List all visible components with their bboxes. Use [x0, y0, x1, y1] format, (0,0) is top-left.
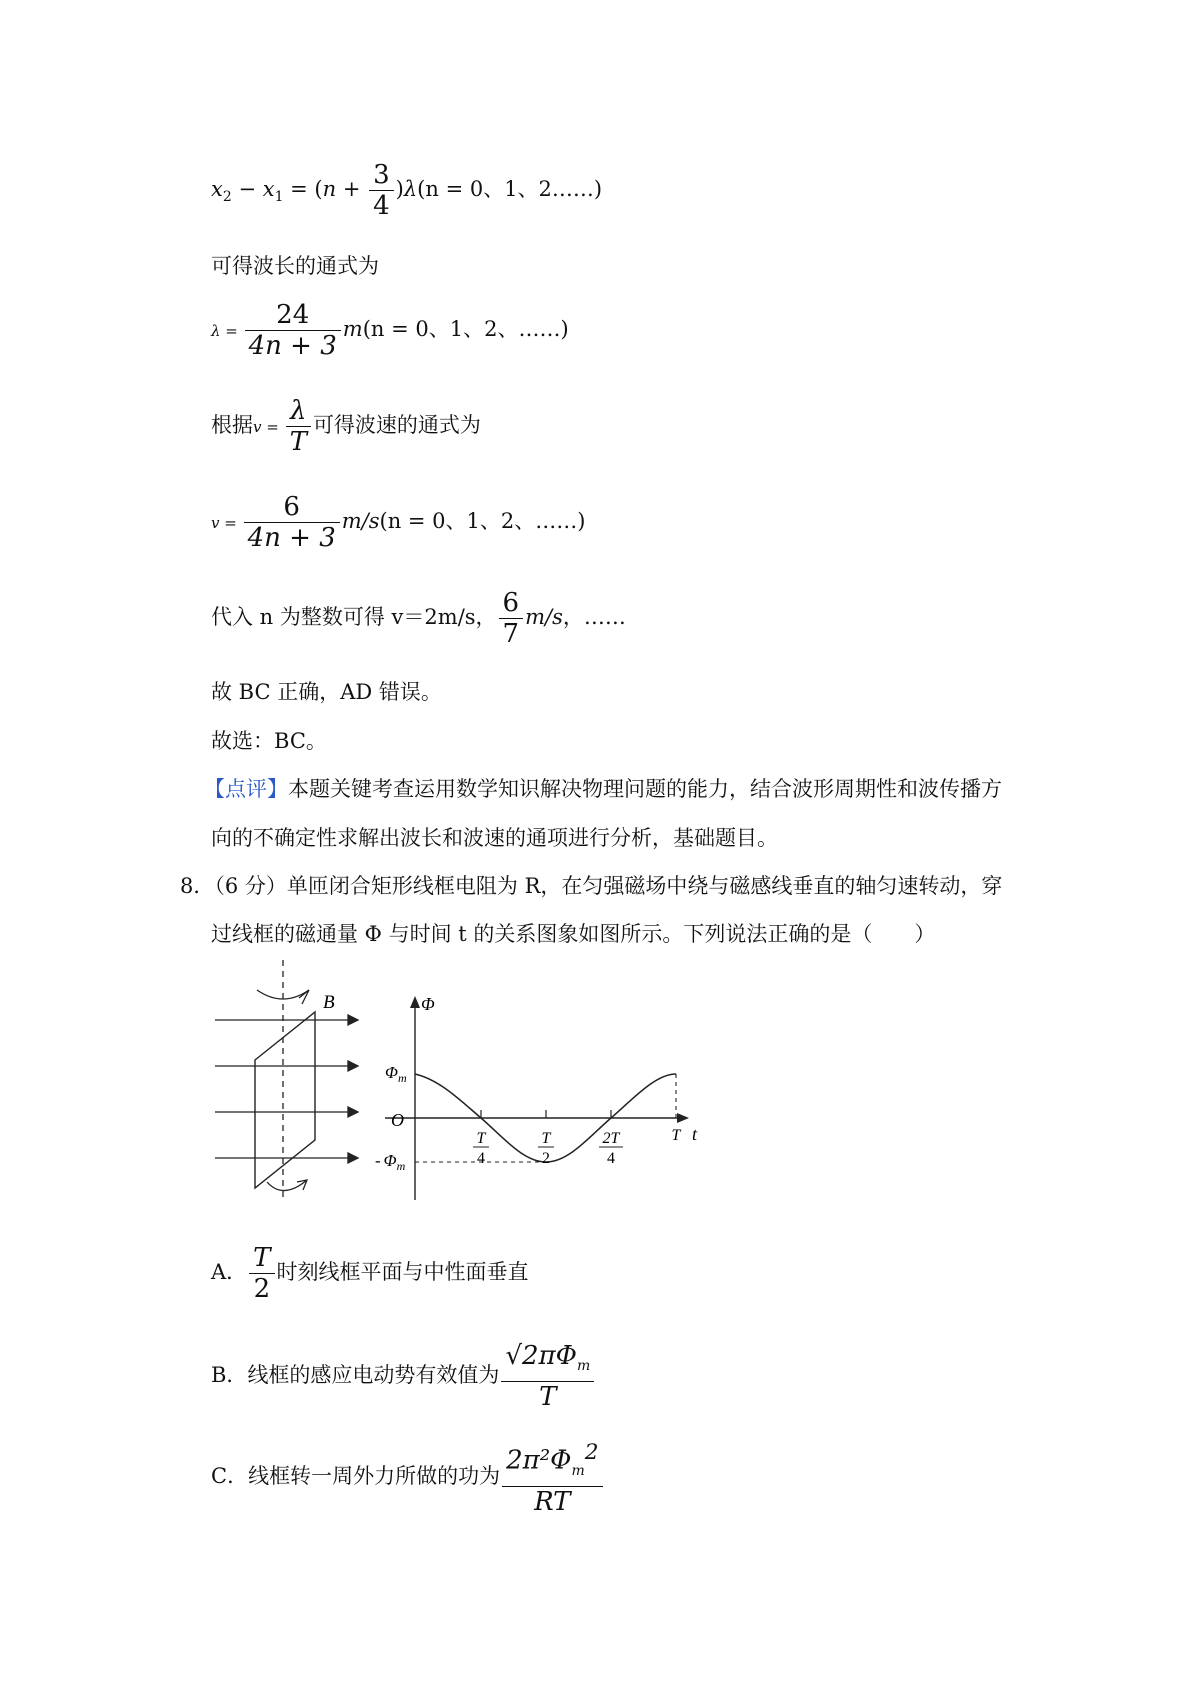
denominator: 7: [502, 619, 520, 649]
condition: (n = 0、1、2……): [417, 177, 603, 201]
numerator: 6: [499, 588, 524, 619]
equals: =: [219, 514, 242, 532]
var-v: v: [253, 418, 262, 436]
equation-path-difference: [211, 160, 602, 221]
denominator: T: [289, 427, 307, 457]
suffix: ，……: [562, 605, 626, 629]
prefix: 根据: [211, 413, 253, 437]
var-v: v: [211, 514, 220, 532]
numerator: λ: [286, 396, 311, 427]
question-text-1: （6 分）单匝闭合矩形线框电阻为 R，在匀强磁场中绕与磁感线垂直的轴匀速转动，穿: [214, 874, 1003, 898]
text-wavelength-intro: 可得波长的通式为: [211, 254, 379, 278]
label-phi: Φ: [421, 994, 435, 1014]
denominator: 2: [253, 1274, 271, 1304]
var-x1: x: [262, 177, 275, 201]
lambda: λ: [211, 322, 221, 340]
equals: = (: [283, 177, 323, 201]
equation-wavelength: [211, 300, 569, 361]
condition: (n = 0、1、2、……): [379, 509, 586, 533]
fraction-6-7: [499, 588, 524, 649]
lambda: λ: [403, 177, 418, 201]
fraction-24: [245, 300, 341, 361]
option-b[interactable]: [211, 1341, 596, 1412]
numerator: $2\pi^2\Phi_m^2$: [502, 1438, 602, 1487]
fraction-work: [502, 1438, 602, 1517]
text-answer: 故选：BC。: [211, 729, 327, 753]
equals: =: [261, 418, 284, 436]
denominator: RT: [534, 1486, 571, 1517]
time-axis-arrow: [677, 1113, 689, 1123]
equals: =: [220, 322, 243, 340]
condition: (n = 0、1、2、……): [362, 317, 569, 341]
arrowhead: [299, 990, 309, 1004]
label-t: t: [692, 1124, 698, 1144]
unit: m: [342, 317, 363, 341]
label-phim: $\Phi_m$: [385, 1063, 407, 1085]
tick-2T4-den: 4: [607, 1150, 615, 1167]
option-text: 线框转一周外力所做的功为: [248, 1463, 501, 1488]
comment-line-2: 向的不确定性求解出波长和波速的通项进行分析，基础题目。: [211, 826, 778, 850]
denominator: 4: [373, 191, 390, 221]
option-text: 时刻线框平面与中性面垂直: [276, 1260, 529, 1284]
numerator: $√2\pi\Phi_m$: [501, 1341, 594, 1382]
paren: ): [395, 177, 404, 201]
numerator: 24: [245, 300, 341, 331]
option-a[interactable]: [211, 1243, 529, 1304]
tick-T: T: [671, 1127, 681, 1144]
equation-values: [211, 588, 626, 649]
figure-flux-graph: [205, 960, 725, 1210]
ticks: [481, 1110, 611, 1118]
comment-tag: 【点评】: [204, 777, 288, 801]
comment-line-1: [204, 775, 1002, 803]
option-label: B．: [211, 1363, 248, 1388]
option-label: A．: [211, 1260, 248, 1284]
prefix: 代入 n 为整数可得 v＝2m/s，: [211, 605, 497, 629]
suffix: 可得波速的通式为: [312, 413, 481, 437]
option-text: 线框的感应电动势有效值为: [247, 1363, 500, 1388]
numerator: T: [249, 1243, 274, 1274]
option-label: C．: [211, 1463, 249, 1488]
tick-2T4-num: 2T: [602, 1130, 620, 1147]
tick-T4-num: T: [476, 1130, 486, 1147]
sub-2: 2: [222, 189, 232, 206]
denominator: 4n + 3: [248, 331, 337, 361]
minus: −: [231, 177, 263, 201]
question-8-line-1: [180, 872, 1002, 900]
denominator: 4n + 3: [247, 523, 336, 553]
tick-T2-num: T: [541, 1130, 551, 1147]
fraction-emf: [501, 1341, 594, 1412]
numerator: 3: [369, 160, 394, 191]
numerator: 6: [244, 492, 340, 523]
label-B: B: [323, 992, 335, 1013]
label-neg-phim: - $\Phi_m$: [375, 1151, 406, 1173]
comment-text-1: 本题关键考查运用数学知识解决物理问题的能力，结合波形周期性和波传播方: [288, 777, 1002, 801]
var-x2: x: [211, 177, 223, 201]
equation-velocity-formula: [211, 396, 481, 457]
question-8-line-2: 过线框的磁通量 Φ 与时间 t 的关系图象如图所示。下列说法正确的是（ ）: [211, 922, 936, 946]
tick-T2-den: 2: [542, 1150, 550, 1167]
equation-velocity: [211, 492, 585, 553]
fraction-6: [244, 492, 340, 553]
label-O: O: [391, 1110, 404, 1130]
tick-labels: [473, 1127, 682, 1167]
unit: m/s: [525, 605, 563, 629]
denominator: T: [539, 1382, 557, 1413]
fraction-3-4: [369, 160, 394, 221]
sub-1: 1: [274, 189, 284, 206]
rectangular-loop: [255, 1012, 315, 1188]
fraction-lambda-T: [286, 396, 311, 457]
tick-T4-den: 4: [477, 1150, 485, 1167]
field-lines: [215, 1015, 358, 1163]
option-c[interactable]: [211, 1438, 605, 1517]
text-conclusion: 故 BC 正确，AD 错误。: [211, 680, 442, 704]
phi-axis-arrow: [410, 996, 420, 1008]
unit: m/s: [341, 509, 380, 533]
fraction-T-2: [249, 1243, 274, 1304]
var-n: n: [322, 177, 337, 201]
question-number: 8．: [180, 874, 215, 898]
plus: +: [336, 177, 368, 201]
